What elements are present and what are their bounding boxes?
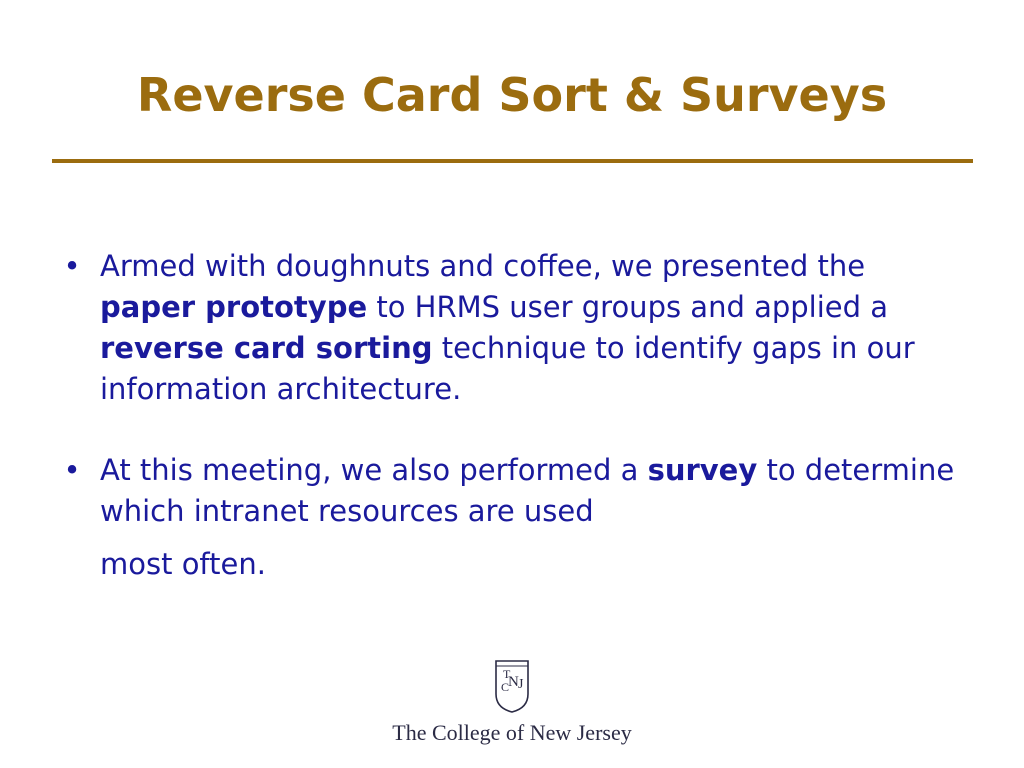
bold-phrase-survey: survey	[647, 453, 758, 487]
bullet-marker: •	[63, 249, 81, 283]
bullet-item	[62, 450, 962, 585]
text-run: At this meeting, we also performed a	[100, 453, 648, 487]
text-run: Armed with doughnuts and coffee, we presented the	[100, 249, 866, 283]
seal-letter-n: N	[508, 674, 519, 690]
bullet-list	[62, 246, 962, 585]
seal-letter-c: C	[501, 680, 510, 694]
bold-phrase-reverse-card-sorting: reverse card sorting	[100, 331, 433, 365]
text-run-last-line: most often.	[100, 547, 266, 581]
text-run: to HRMS user groups and applied a	[367, 290, 889, 324]
bullet-text	[100, 249, 915, 406]
college-name: The College of New Jersey	[392, 720, 632, 745]
bullet-marker: •	[63, 453, 81, 487]
text-run: technique to identify gaps in our information architecture.	[100, 331, 915, 406]
slide-title: Reverse Card Sort & Surveys	[136, 68, 888, 122]
seal-letter-t: T	[503, 667, 511, 681]
bullet-text	[100, 453, 962, 585]
title-divider	[52, 159, 973, 163]
college-logo	[0, 658, 1024, 746]
bold-phrase-paper-prototype: paper prototype	[100, 290, 368, 324]
text-run: to determine which intranet resources are used	[100, 453, 955, 528]
college-seal-icon	[492, 658, 532, 714]
seal-letter-j: J	[518, 677, 524, 692]
bullet-item	[62, 246, 962, 410]
